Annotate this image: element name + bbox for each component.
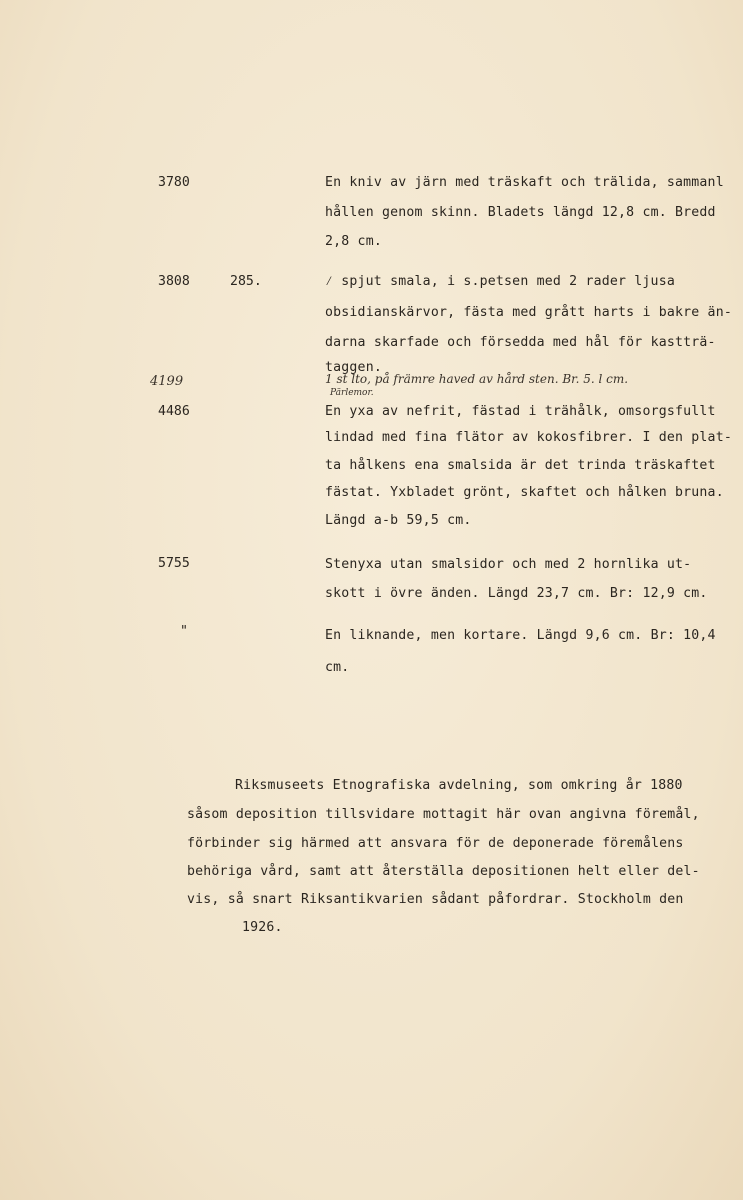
entry-line: obsidianskärvor, fästa med grått harts i bakre än- [325, 305, 732, 320]
declaration-line: såsom deposition tillsvidare mottagit här ovan angivna föremål, [187, 807, 700, 822]
entry-line: Stenyxa utan smalsidor och med 2 hornlika ut- [325, 557, 692, 572]
entry-line: ⁄ spjut smala, i s.petsen med 2 rader ljusa [325, 274, 675, 289]
entry-line: En yxa av nefrit, fästad i trähålk, omsorgsfullt [325, 404, 716, 419]
ditto-mark: " [180, 624, 188, 639]
entry-line: ta hålkens ena smalsida är det trinda träskaftet [325, 458, 716, 473]
declaration-line: Riksmuseets Etnografiska avdelning, som omkring år 1880 [235, 778, 683, 793]
catalog-number: 3780 [158, 175, 190, 190]
entry-line: 2,8 cm. [325, 234, 382, 249]
entry-line: En kniv av järn med träskaft och trälida, sammanl [325, 175, 724, 190]
declaration-line: förbinder sig härmed att ansvara för de deponerade föremålens [187, 836, 684, 851]
handwritten-margin-number: 4199 [150, 374, 184, 389]
entry-line: taggen. [325, 360, 382, 375]
catalog-number: 3808 [158, 274, 190, 289]
declaration-year: 1926. [242, 920, 283, 935]
entry-line: Längd a-b 59,5 cm. [325, 513, 472, 528]
declaration-line: vis, så snart Riksantikvarien sådant påfordrar. Stockholm den [187, 892, 684, 907]
entry-line: hållen genom skinn. Bladets längd 12,8 cm. Bredd [325, 205, 716, 220]
declaration-line: behöriga vård, samt att återställa depositionen helt eller del- [187, 864, 700, 879]
catalog-number: 4486 [158, 404, 190, 419]
entry-line: fästat. Yxbladet grönt, skaftet och hålken bruna. [325, 485, 724, 500]
catalog-number: 5755 [158, 556, 190, 571]
sub-number: 285. [230, 274, 262, 289]
entry-line: En liknande, men kortare. Längd 9,6 cm. Br: 10,4 [325, 628, 716, 643]
entry-line: cm. [325, 660, 350, 675]
handwritten-note: 1 st lto, på främre haved av hård sten. Br. 5. l cm. [325, 372, 629, 386]
handwritten-note-sub: Pärlemor. [330, 388, 374, 398]
entry-line: darna skarfade och försedda med hål för kastträ- [325, 335, 716, 350]
entry-line: skott i övre änden. Längd 23,7 cm. Br: 12,9 cm. [325, 586, 708, 601]
entry-line: lindad med fina flätor av kokosfibrer. I den plat- [325, 430, 732, 445]
